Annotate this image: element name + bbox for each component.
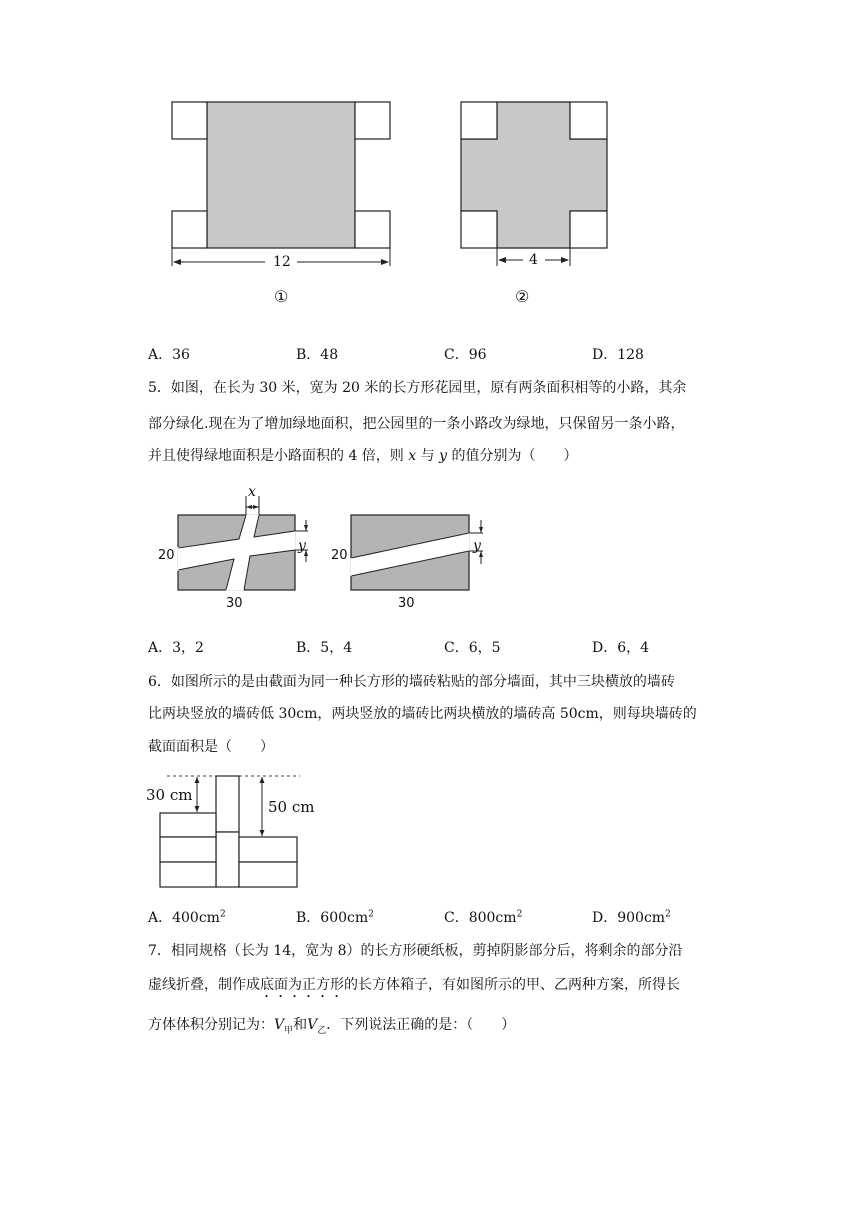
q5-line-1: 5．如图，在长为 30 米，宽为 20 米的长方形花园里，原有两条面积相等的小路，其余 (148, 380, 687, 396)
q5-left-x-label: x (248, 484, 256, 500)
q5-figure-right (340, 490, 490, 600)
q5-left-width-label: 30 (226, 596, 243, 611)
q5-option-c: C．6，5 (444, 640, 501, 656)
q5-var-x: x (408, 448, 417, 464)
q6-line-1: 6．如图所示的是由截面为同一种长方形的墙砖粘贴的部分墙面，其中三块横放的墙砖 (148, 674, 675, 690)
q7-sub-yi: 乙 (317, 1025, 327, 1036)
q7-line-3 (148, 1015, 718, 1041)
q5-figure-left (160, 490, 320, 600)
q6-line-3: 截面面积是（ ） (148, 739, 274, 755)
q5-line-3 (148, 446, 718, 466)
q6-line-2: 比两块竖放的墙砖低 30cm，两块竖放的墙砖比两块横放的墙砖高 50cm，则每块墙砖的 (148, 706, 697, 722)
q5-line-3-pre: 并且使得绿地面积是小路面积的 4 倍，则 (148, 448, 409, 464)
figure-2-caption: ② (515, 287, 530, 306)
q6-option-a: A．$400cm^2$ (148, 909, 226, 926)
q6-label-50cm: 50 cm (268, 798, 315, 816)
q4-option-c: C．96 (444, 347, 487, 363)
q5-option-d: D．6，4 (592, 640, 650, 656)
q5-right-width-label: 30 (398, 596, 415, 611)
q5-var-y: y (439, 448, 447, 464)
q6-option-b: B．$600cm^2$ (296, 909, 374, 926)
q4-option-b: B．48 (296, 347, 339, 363)
q5-left-y-label: y (298, 538, 306, 554)
q5-line-2: 部分绿化.现在为了增加绿地面积，把公园里的一条小路改为绿地，只保留另一条小路， (148, 416, 685, 432)
figure-1 (165, 98, 395, 278)
q5-line-3-post: 的值分别为（ ） (447, 448, 578, 464)
q6-option-d: D．$900cm^2$ (592, 909, 671, 926)
q5-right-y-label: y (473, 538, 481, 554)
q7-line-3-post: ．下列说法正确的是：（ ） (326, 1017, 516, 1033)
q5-right-height-label: 20 (331, 548, 348, 563)
q5-left-height-label: 20 (158, 548, 175, 563)
q7-line-2 (148, 975, 718, 1001)
q4-option-a: A．36 (148, 347, 190, 363)
q4-option-d: D．128 (592, 347, 644, 363)
q5-option-b: B．5，4 (296, 640, 353, 656)
q5-line-3-mid: 与 (416, 448, 440, 464)
q7-v-yi: V (307, 1017, 318, 1033)
q7-line-2-emphasis: 底面为正方形 (260, 977, 344, 993)
figure-2-dimension-label: 4 (529, 252, 538, 268)
q7-line-2-post: 的长方体箱子，有如图所示的甲、乙两种方案，所得长 (344, 977, 680, 993)
figure-2 (455, 98, 615, 278)
figure-1-dimension-label: 12 (273, 254, 291, 270)
q7-line-2-pre: 虚线折叠，制作成 (148, 977, 260, 993)
q7-line-1: 7．相同规格（长为 14，宽为 8）的长方形硬纸板，剪掉阴影部分后，将剩余的部分沿 (148, 943, 683, 959)
figure-1-caption: ① (274, 287, 289, 306)
q6-label-30cm: 30 cm (146, 786, 193, 804)
q7-v-jia: V (274, 1017, 285, 1033)
q7-and: 和 (293, 1017, 308, 1033)
q6-option-c: C．$800cm^2$ (444, 909, 523, 926)
q7-line-3-pre: 方体体积分别记为： (148, 1017, 274, 1033)
q5-option-a: A．3，2 (148, 640, 204, 656)
q7-sub-jia: 甲 (284, 1025, 294, 1036)
